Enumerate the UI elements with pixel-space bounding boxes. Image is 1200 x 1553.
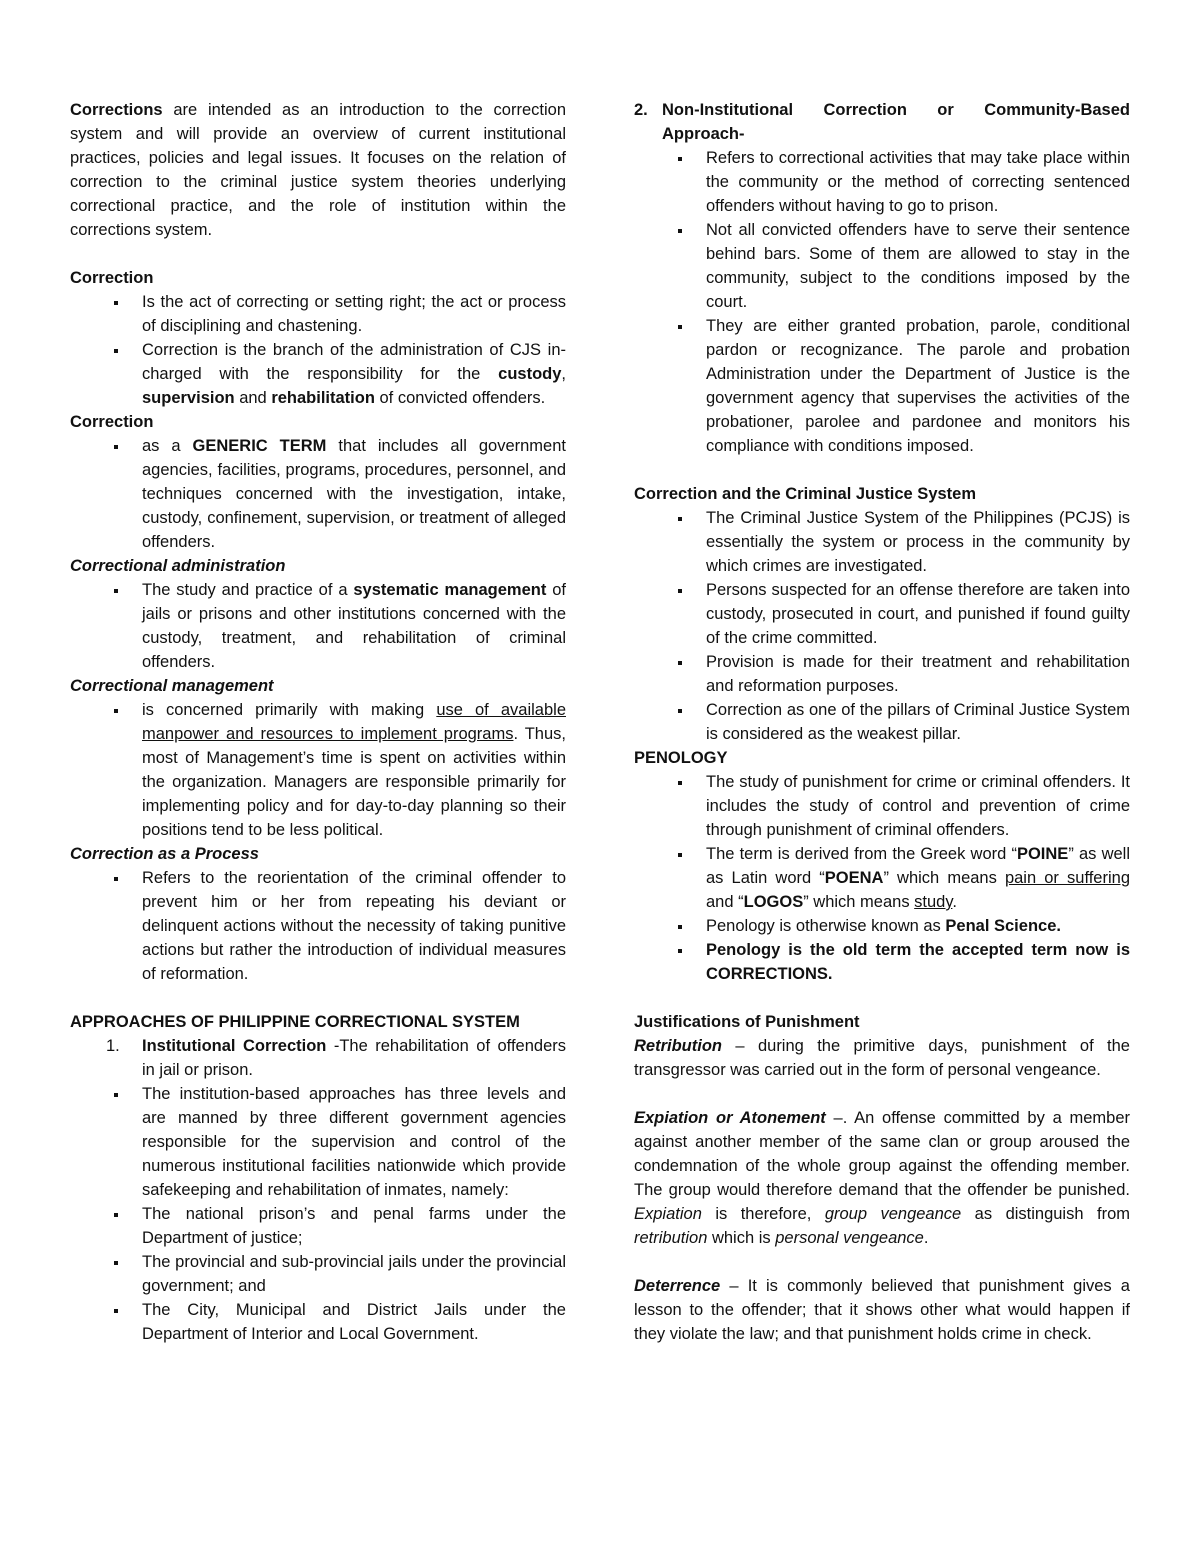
left-column [70, 98, 566, 1346]
list-item: Penology is the old term the accepted term now is CORRECTIONS. [634, 938, 1130, 986]
list-item: is concerned primarily with making use of available manpower and resources to implement programs. Thus, most of Management’s time is spent on activities within the organization. Managers are responsible primarily for implementing policy and for day-to-day planning so their positions tend to be less political. [70, 698, 566, 842]
list-item: The study and practice of a systematic management of jails or prisons and other institutions concerned with the custody, treatment, and rehabilitation of criminal offenders. [70, 578, 566, 674]
correction-list-2 [70, 434, 566, 554]
cjs-list [634, 506, 1130, 746]
list-item: Provision is made for their treatment and rehabilitation and reformation purposes. [634, 650, 1130, 698]
approaches-heading: APPROACHES OF PHILIPPINE CORRECTIONAL SYSTEM [70, 1013, 520, 1031]
admin-list [70, 578, 566, 674]
list-item: Correction is the branch of the administration of CJS in-charged with the responsibility for the custody, supervision and rehabilitation of convicted offenders. [70, 338, 566, 410]
list-item: Penology is otherwise known as Penal Science. [634, 914, 1130, 938]
retribution-paragraph: Retribution – during the primitive days, punishment of the transgressor was carried out in the form of personal vengeance. [634, 1037, 1130, 1079]
list-item: The provincial and sub-provincial jails under the provincial government; and [70, 1250, 566, 1298]
admin-heading: Correctional administration [70, 557, 286, 575]
list-item: Correction as one of the pillars of Criminal Justice System is considered as the weakest pillar. [634, 698, 1130, 746]
right-column [634, 98, 1130, 1346]
list-item: The study of punishment for crime or criminal offenders. It includes the study of control and prevention of crime through punishment of criminal offenders. [634, 770, 1130, 842]
process-heading: Correction as a Process [70, 845, 259, 863]
list-item: They are either granted probation, parole, conditional pardon or recognizance. The parole and probation Administration under the Department of Justice is the government agency that supervises the activities of the probationer, parolee and pardonee and monitors his compliance with conditions imposed. [634, 314, 1130, 458]
process-list [70, 866, 566, 986]
noninst-heading: 2. Non-Institutional Correction or Community-Based Approach- [634, 101, 1130, 143]
approaches-list [70, 1082, 566, 1346]
mgmt-list [70, 698, 566, 842]
justifications-heading: Justifications of Punishment [634, 1013, 860, 1031]
list-item: The Criminal Justice System of the Philippines (PCJS) is essentially the system or process in the community by which crimes are investigated. [634, 506, 1130, 578]
list-item: Persons suspected for an offense therefore are taken into custody, prosecuted in court, and punished if found guilty of the crime committed. [634, 578, 1130, 650]
numbered-item-1: 1. Institutional Correction -The rehabilitation of offenders in jail or prison. [106, 1037, 566, 1079]
intro-paragraph [70, 98, 566, 242]
list-item: Not all convicted offenders have to serve their sentence behind bars. Some of them are allowed to stay in the community, subject to the conditions imposed by the court. [634, 218, 1130, 314]
list-item: Refers to the reorientation of the criminal offender to prevent him or her from repeating his deviant or delinquent actions without the necessity of taking punitive actions but rather the introduction of individual measures of reformation. [70, 866, 566, 986]
mgmt-heading: Correctional management [70, 677, 274, 695]
penology-list [634, 770, 1130, 986]
intro-text: are intended as an introduction to the correction system and will provide an overview of current institutional practices, policies and legal issues. It focuses on the relation of correction to the criminal justice system theories underlying correctional practice, and the role of institution within the corrections system. [70, 101, 566, 239]
list-item: Refers to correctional activities that may take place within the community or the method of correcting sentenced offenders without having to go to prison. [634, 146, 1130, 218]
list-item: The national prison’s and penal farms under the Department of justice; [70, 1202, 566, 1250]
correction-heading-2: Correction [70, 413, 154, 431]
correction-heading-1: Correction [70, 269, 154, 287]
expiation-paragraph: Expiation or Atonement –. An offense committed by a member against another member of the same clan or group aroused the condemnation of the whole group against the offending member. The group would therefore demand that the offender be punished. Expiation is therefore, group vengeance as distinguish from retribution which is personal vengeance. [634, 1109, 1130, 1247]
correction-list-1 [70, 290, 566, 410]
intro-lead: Corrections [70, 101, 163, 119]
penology-heading: PENOLOGY [634, 749, 728, 767]
list-item: The term is derived from the Greek word “POINE” as well as Latin word “POENA” which means pain or suffering and “LOGOS” which means study. [634, 842, 1130, 914]
cjs-heading: Correction and the Criminal Justice System [634, 485, 977, 503]
list-item: The City, Municipal and District Jails under the Department of Interior and Local Government. [70, 1298, 566, 1346]
noninst-list [634, 146, 1130, 458]
list-item: as a GENERIC TERM that includes all government agencies, facilities, programs, procedures, personnel, and techniques concerned with the investigation, intake, custody, confinement, supervision, or treatment of alleged offenders. [70, 434, 566, 554]
list-item: The institution-based approaches has three levels and are manned by three different government agencies responsible for the supervision and control of the numerous institutional facilities nationwide which provide safekeeping and rehabilitation of inmates, namely: [70, 1082, 566, 1202]
list-item: Is the act of correcting or setting right; the act or process of disciplining and chastening. [70, 290, 566, 338]
deterrence-paragraph: Deterrence – It is commonly believed that punishment gives a lesson to the offender; that it shows other what would happen if they violate the law; and that punishment holds crime in check. [634, 1277, 1130, 1343]
